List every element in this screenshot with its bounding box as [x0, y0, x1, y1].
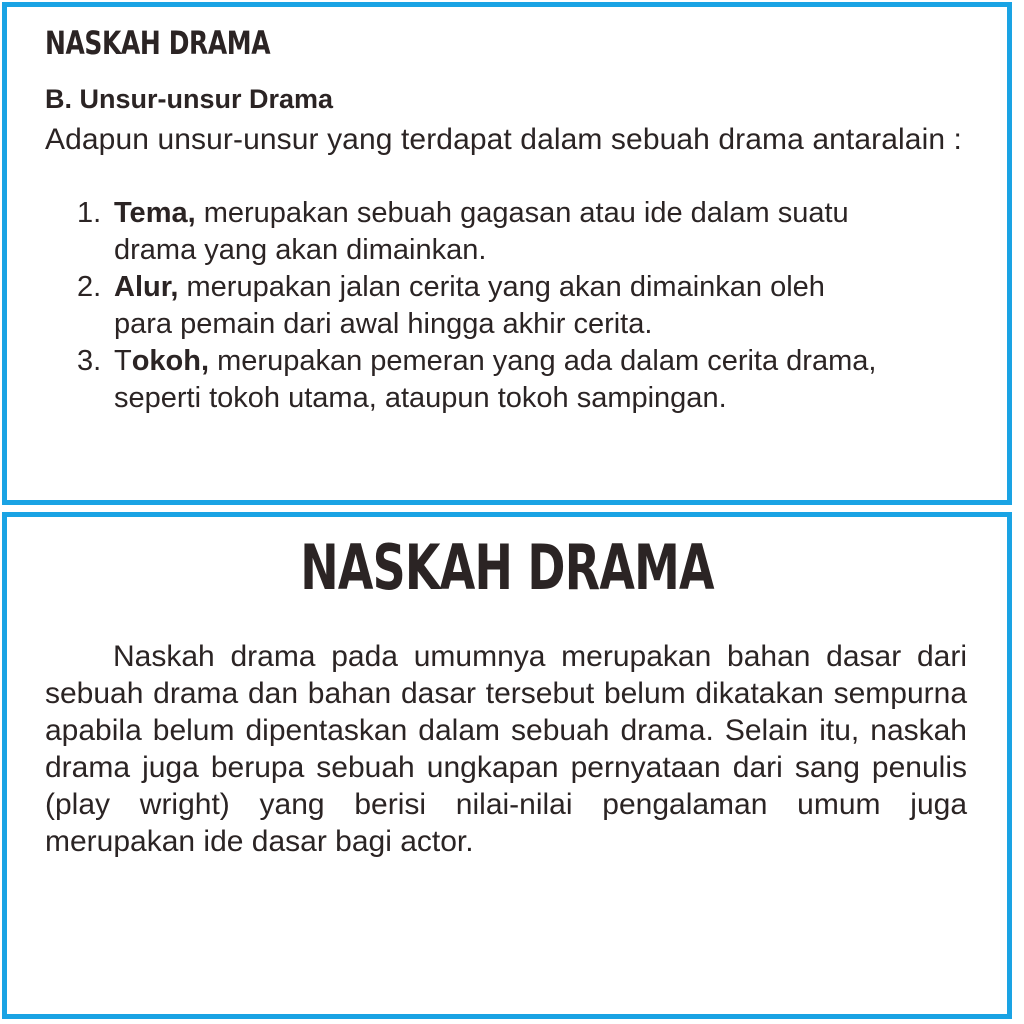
list-item-number: 2. — [77, 271, 102, 303]
list-item-continuation: drama yang akan dimainkan. — [114, 234, 487, 266]
list-item-alur — [77, 269, 876, 343]
list-item-term: okoh, — [131, 345, 210, 377]
list-item-text: merupakan pemeran yang ada dalam cerita drama, — [209, 345, 877, 377]
list-item-text: merupakan sebuah gagasan atau ide dalam suatu — [195, 197, 849, 229]
body-paragraph: Naskah drama pada umumnya merupakan bahan dasar dari sebuah drama dan bahan dasar tersebut belum dikatakan sempurna apabila belum dipentaskan dalam sebuah drama. Selain itu, naskah drama juga berupa sebuah ungkapan pernyataan dari sang penulis (play wright) yang berisi nilai-nilai pengalaman umum juga merupakan ide dasar bagi actor. — [45, 640, 967, 858]
list-item-tokoh — [77, 343, 876, 417]
list-item-continuation: seperti tokoh utama, ataupun tokoh sampingan. — [114, 382, 727, 414]
top-panel — [2, 2, 1012, 505]
list-item-number: 3. — [77, 345, 102, 377]
list-item-term-prefix: T — [114, 345, 132, 377]
list-item-term: Alur, — [114, 271, 179, 303]
list-item-term: Tema, — [114, 197, 196, 229]
bottom-panel-title: NASKAH DRAMA — [300, 531, 714, 604]
intro-text: Adapun unsur-unsur yang terdapat dalam sebuah drama antaralain : — [45, 123, 962, 156]
section-subheading: B. Unsur-unsur Drama — [45, 84, 334, 114]
list-item-text: merupakan jalan cerita yang akan dimainkan oleh — [178, 271, 825, 303]
elements-list — [77, 195, 876, 417]
top-panel-title: NASKAH DRAMA — [45, 24, 271, 62]
list-item-number: 1. — [77, 197, 102, 229]
list-item-continuation: para pemain dari awal hingga akhir cerita. — [114, 308, 653, 340]
list-item-tema — [77, 195, 876, 269]
bottom-panel — [2, 512, 1012, 1019]
